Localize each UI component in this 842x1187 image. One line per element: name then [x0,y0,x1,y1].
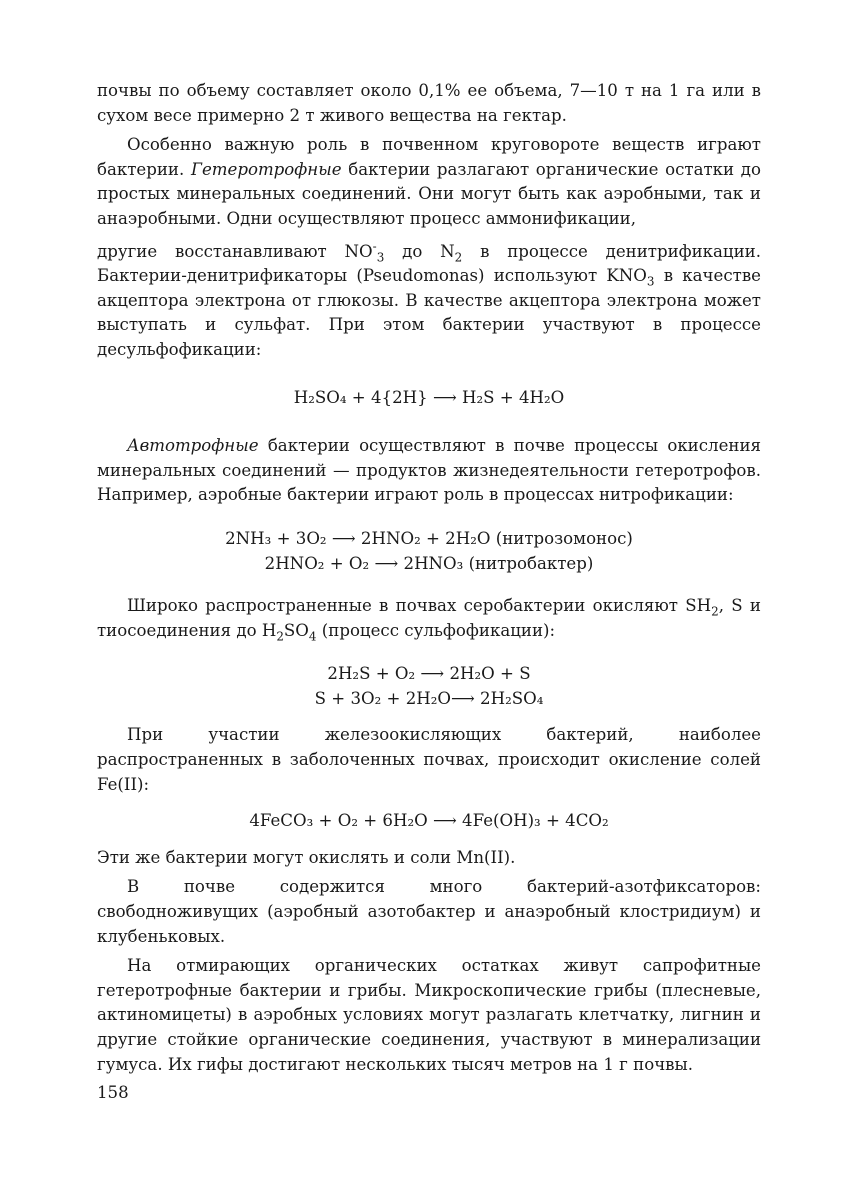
subscript: 2 [711,604,719,619]
subscript: 2 [276,629,284,643]
paragraph-1: почвы по объему составляет около 0,1% ее объема, 7—10 т на 1 га или в сухом весе примерно 2 т живого вещества на гектар. [97,81,761,125]
paragraph-2-text: Особенно важную роль в почвенном круговороте веществ играют бактерии. [97,135,761,179]
equation-iron: 4FeCO₃ + O₂ + 6H₂O ⟶ 4Fe(OH)₃ + 4CO₂ [249,811,609,831]
page-text [97,79,761,1077]
equation-sulfur-2: S + 3O₂ + 2H₂O⟶ 2H₂SO₄ [314,688,544,708]
text-fragment: в качестве акцептора электрона от глюкозы. В качестве акцептора электрона может выступать и сульфат. При этом бактерии участвуют в процессе десульфофикации: [97,266,761,359]
text-fragment: , S и тиосоединения до H [97,596,761,640]
paragraph-2-text-cont: бактерии разлагают органические остатки до простых минеральных соединений. Они могут быть как аэробными, так и анаэробными. Одни осуществляют процесс аммонификации, [97,159,762,228]
paragraph-8: На отмирающих органических остатках живут сапрофитные гетеротрофные бактерии и грибы. Микроскопические грибы (плесневые, актиномицеты) в аэробных условиях могут разлагать клетчатку, лигнин и другие стойкие органические соединения, участвуют в минерализации гумуса. Их гифы достигают нескольких тысяч метров на 1 г почвы. [97,956,761,1074]
text-fragment: (процесс сульфофикации): [316,620,556,640]
subscript: 2 [454,249,463,264]
text-fragment: в процессе денитрификации. Бактерии-денитрификаторы (Pseudomonas) используют KNO [97,241,762,286]
superscript: - [372,239,377,254]
text-fragment: Широко распространенные в почвах серобактерии окисляют SH [127,596,712,616]
equation-nitrosomonas: 2NH₃ + 3O₂ ⟶ 2HNO₂ + 2H₂O (нитрозомонос) [225,528,633,548]
paragraph-3 [97,434,761,508]
term-heterotrophic: Гетеротрофные [190,159,342,179]
page-number: 158 [97,1083,129,1102]
subscript: 3 [646,274,655,289]
paragraph-5: При участии железоокисляющих бактерий, наиболее распространенных в заболоченных почвах, происходит окисление солей Fe(II): [97,725,761,794]
paragraph-2 [97,133,761,231]
equation-nitrobacter: 2HNO₂ + O₂ ⟶ 2HNO₃ (нитробактер) [264,553,594,573]
subscript: 3 [376,249,385,264]
term-autotrophic: Автотрофные [127,436,259,456]
paragraph-6: Эти же бактерии могут окислять и соли Mn(II). [97,847,516,867]
subscript: 4 [308,629,317,643]
paragraph-7: В почве содержится много бактерий-азотфиксаторов: свободноживущих (аэробный азотобактер и анаэробный клостридиум) и клубеньковых. [97,877,761,946]
text-fragment: другие восстанавливают NO [97,241,373,261]
text-fragment: до N [384,241,455,261]
equation-sulfur-1: 2H₂S + O₂ ⟶ 2H₂O + S [327,664,531,684]
text-fragment: SO [283,620,309,640]
text-fragment: бактерии осуществляют в почве процессы окисления минеральных соединений — продуктов жизнедеятельности гетеротрофов. Например, аэробные бактерии играют роль в процессах нитрофикации: [97,436,761,505]
paragraph-2-cont [97,240,761,363]
equation-desulfofication: H₂SO₄ + 4{2H} ⟶ H₂S + 4H₂O [293,387,565,407]
paragraph-4 [97,594,761,643]
